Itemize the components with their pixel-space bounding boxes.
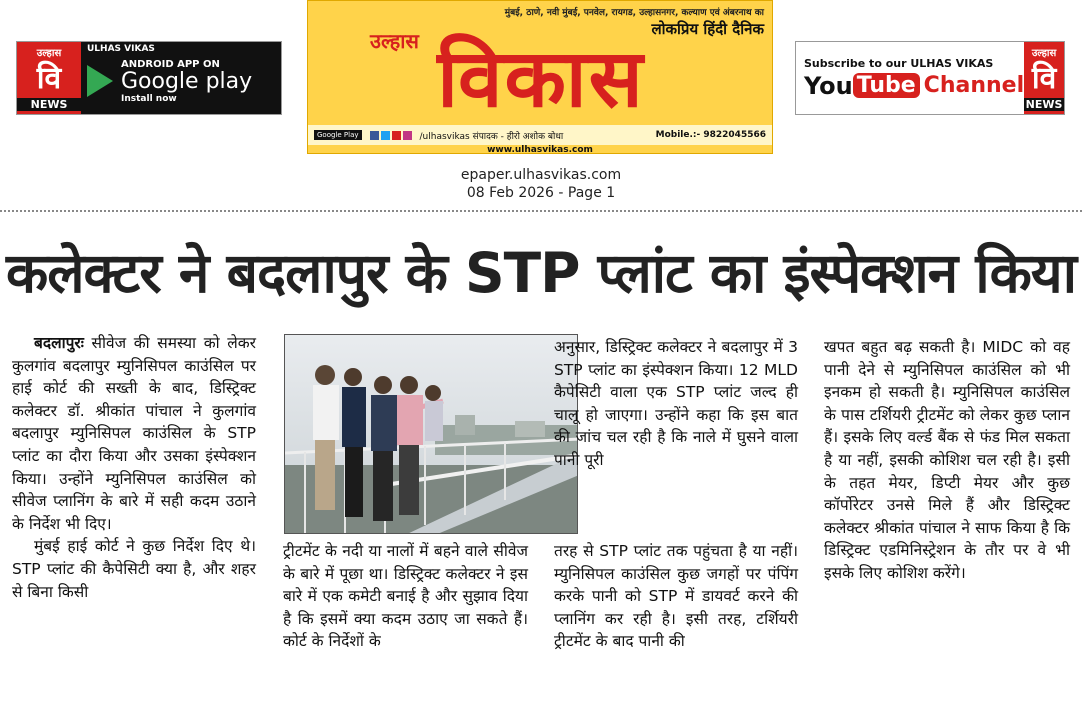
article-paragraph: खपत बहुत बढ़ सकती है। MIDC को वह पानी देने से म्युनिसिपल काउंसिल को भी इनकम हो सकती है। म्युनिसिपल काउंसिल के पास टर्शियरी ट्रीटमेंट को लेकर कुछ प्लान हैं। इसके लिए वर्ल्ड बैंक से फंड मिल सकता है या नहीं, इसकी कोशिश चल रही है। इसी के तहत मेयर, डिप्टी मेयर और कुछ कॉर्पोरेटर उनसे मिले हैं और डिस्ट्रिक्ट कलेक्टर श्रीकांत पांचाल ने साफ किया है कि डिस्ट्रिक्ट एडमिनिस्ट्रेशन के तौर पर वे भी इसके लिए कोशिश करेंगे। [824,338,1070,582]
twitter-icon[interactable] [381,131,390,140]
subscribe-text: Subscribe to our ULHAS VIKAS [804,56,994,70]
article-paragraph: तरह से STP प्लांट तक पहुंचता है या नहीं। म्युनिसिपल काउंसिल कुछ जगहों पर पंपिंग करके पानी को STP में डायवर्ट करने की प्लानिंग कर रही है। इसी तरह, टर्शियरी ट्रीटमेंट के बाद पानी की [554,542,798,651]
google-play-banner[interactable] [16,41,282,115]
newspaper-masthead [307,0,773,154]
edition-info [0,166,1082,202]
edition-date-page: 08 Feb 2026 - Page 1 [466,185,616,201]
google-play-icon [87,65,113,97]
masthead-ulhas: उल्हास [370,29,419,53]
masthead-cities: मुंबई, ठाणे, नवी मुंबई, पनवेल, रायगड, उल्हासनगर, कल्याण एवं अंबरनाथ का [504,8,764,18]
article-column-2 [283,540,528,653]
article-paragraph: बदलापुरः सीवेज की समस्या को लेकर कुलगांव बदलापुर म्युनिसिपल काउंसिल पर हाई कोर्ट की सख्ती के बाद, डिस्ट्रिक्ट कलेक्टर डॉ. श्रीकांत पांचाल ने कुलगांव बदलापुर म्युनिसिपल काउंसिल के STP प्लांट का दौरा किया और उसका इंस्पेक्शन किया। उन्होंने म्युनिसिपल काउंसिल को सीवेज प्लानिंग के बारे में सही कदम उठाने के निर्देश भी दिए। [12,334,256,533]
instagram-icon[interactable] [403,131,412,140]
inspection-photo-illustration [285,335,578,534]
article-column-1 [12,332,256,603]
article-column-3-top [554,336,798,472]
article-paragraph: मुंबई हाई कोर्ट ने कुछ निर्देश दिए थे। STP प्लांट की कैपेसिटी क्या है, और शहर से बिना किसी [12,537,256,601]
banner-brand: ULHAS VIKAS [87,44,155,54]
masthead-title: विकास [437,32,645,125]
ulhas-vikas-news-logo-right: उल्हास वि NEWS [1024,42,1064,114]
youtube-subscribe-banner[interactable] [795,41,1065,115]
article-paragraph: ट्रीटमेंट के नदी या नालों में बहने वाले सीवेज के बारे में पूछा था। डिस्ट्रिक्ट कलेक्टर ने इस बारे में एक कमेटी बनाई है और सुझाव दिया है कि इसमें क्या कदम उठाए जा सकते हैं। कोर्ट के निर्देशों के [283,542,528,651]
article-column-3-bottom [554,540,798,653]
article-photo [284,334,578,534]
masthead-website[interactable]: www.ulhasvikas.com [487,145,593,155]
google-play-mini-badge[interactable]: Google Play [314,130,362,140]
youtube-channel-logo: You Tube Channel [804,71,1025,100]
social-icons [370,131,412,140]
masthead-info-strip [308,125,772,145]
editor-credit: /ulhasvikas संपादक - हीरो अशोक बोधा [419,131,564,142]
article-column-4 [824,336,1070,585]
article-paragraph: अनुसार, डिस्ट्रिक्ट कलेक्टर ने बदलापुर में 3 STP प्लांट का इंस्पेक्शन किया। 12 MLD कैपेसिटी वाला एक STP प्लांट जल्द ही चालू हो जाएगा। उन्होंने कहा कि इस बात की जांच चल रही है कि नाले में घुसने वाला पानी पूरी [554,338,798,469]
ulhas-vikas-news-logo: उल्हास वि NEWS [17,42,81,114]
dotted-divider [0,210,1082,212]
masthead-tagline: लोकप्रिय हिंदी दैनिक [651,20,764,38]
youtube-icon[interactable] [392,131,401,140]
article-headline: कलेक्टर ने बदलापुर के STP प्लांट का इंस्पेक्शन किया [6,241,1076,305]
epaper-site[interactable]: epaper.ulhasvikas.com [460,167,622,183]
dateline: बदलापुरः [34,334,84,352]
mobile-number: Mobile.:- 9822045566 [655,130,766,140]
google-play-badge[interactable]: ULHAS VIKAS ANDROID APP ON Google play Install now [81,42,281,114]
facebook-icon[interactable] [370,131,379,140]
